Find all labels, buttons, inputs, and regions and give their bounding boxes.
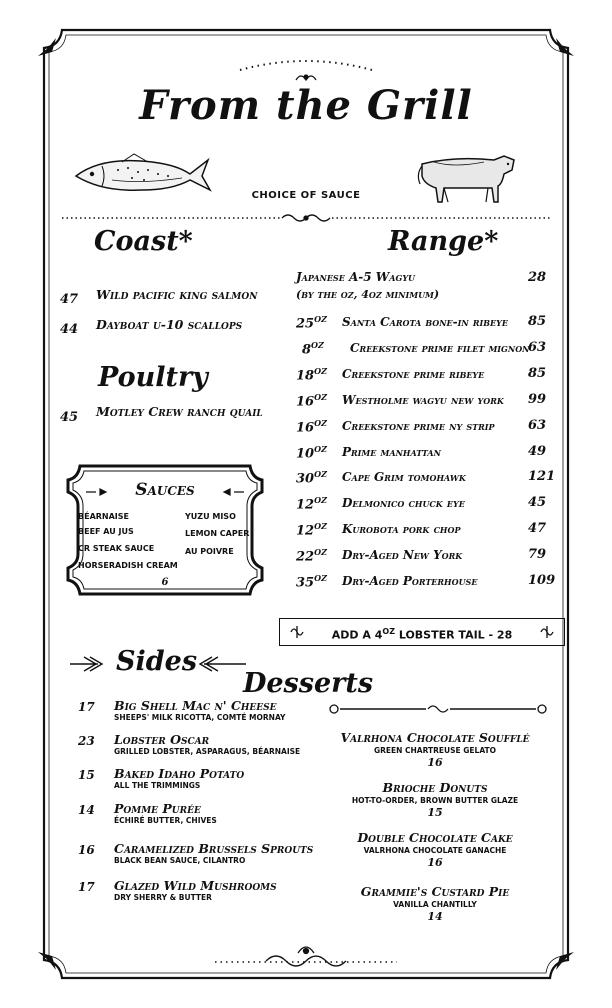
sauces-price: 6 xyxy=(161,577,169,588)
item-price: 45 xyxy=(60,410,79,425)
item-weight-number: 22 xyxy=(296,549,315,565)
desserts-heading: Desserts xyxy=(242,668,374,699)
item-weight xyxy=(296,418,327,435)
range-item xyxy=(296,469,558,489)
range-item xyxy=(296,573,558,593)
dessert-desc: VALRHONA CHOCOLATE GANACHE xyxy=(363,846,507,855)
item-weight-unit: OZ xyxy=(314,392,327,402)
lobster-addon xyxy=(279,618,565,646)
item-price: 47 xyxy=(528,521,547,536)
item-price: 45 xyxy=(528,495,547,510)
item-weight-unit: OZ xyxy=(314,521,327,531)
item-price: 49 xyxy=(528,444,547,459)
sauce-item: BÉARNAISE xyxy=(78,512,130,521)
range-item xyxy=(296,340,558,360)
item-price: 63 xyxy=(528,340,547,355)
dessert-name: Grammie's Custard Pie xyxy=(360,884,510,899)
item-weight xyxy=(296,469,327,486)
item-name: Creekstone prime filet mignon xyxy=(350,341,530,355)
sauce-note: CHOICE OF SAUCE xyxy=(251,190,361,201)
item-weight-number: 30 xyxy=(296,471,315,487)
coast-item xyxy=(60,288,78,307)
item-name: Creekstone prime ny strip xyxy=(342,419,495,433)
side-name: Pomme Purée xyxy=(114,801,201,816)
side-price: 17 xyxy=(78,700,95,714)
item-name: Santa Carota bone-in ribeye xyxy=(342,315,508,329)
item-price: 47 xyxy=(60,292,79,307)
item-weight xyxy=(296,521,327,538)
item-weight-unit: OZ xyxy=(314,495,327,505)
dessert-desc: VANILLA CHANTILLY xyxy=(393,900,477,909)
item-price: 99 xyxy=(528,392,547,407)
sauces-panel xyxy=(62,462,268,598)
item-price: 79 xyxy=(528,547,547,562)
item-name: Dry-Aged Porterhouse xyxy=(342,574,478,588)
item-weight xyxy=(296,444,327,461)
item-name: Dayboat u-10 scallops xyxy=(96,317,243,332)
range-item xyxy=(296,392,558,412)
side-name: Caramelized Brussels Sprouts xyxy=(114,841,314,856)
scroll-ornament-icon xyxy=(288,623,306,641)
item-name: Delmonico chuck eye xyxy=(342,496,465,510)
side-desc: ALL THE TRIMMINGS xyxy=(114,781,201,790)
side-price: 17 xyxy=(78,880,95,894)
item-weight xyxy=(302,340,324,357)
coast-heading: Coast* xyxy=(94,226,193,257)
dessert-price: 15 xyxy=(427,806,443,819)
range-item xyxy=(296,495,558,515)
side-desc: SHEEPS' MILK RICOTTA, COMTÉ MORNAY xyxy=(114,713,286,722)
side-name: Lobster Oscar xyxy=(114,732,210,747)
dessert-desc: GREEN CHARTREUSE GELATO xyxy=(373,746,497,755)
item-weight-unit: OZ xyxy=(314,366,327,376)
scroll-ornament-icon xyxy=(538,623,556,641)
item-weight-unit: OZ xyxy=(314,547,327,557)
desserts-divider xyxy=(326,702,550,716)
sauces-heading: Sauces xyxy=(135,480,195,500)
side-desc: DRY SHERRY & BUTTER xyxy=(114,893,212,902)
range-item xyxy=(296,418,558,438)
range-item xyxy=(296,314,558,334)
range-item xyxy=(296,444,558,464)
item-price: 85 xyxy=(528,366,547,381)
item-weight-unit: OZ xyxy=(314,573,327,583)
wagyu-note: (by the oz, 4oz minimum) xyxy=(296,288,440,301)
side-price: 15 xyxy=(78,768,95,782)
item-weight-number: 16 xyxy=(296,420,315,436)
dessert-item xyxy=(320,884,550,923)
item-weight-unit: OZ xyxy=(314,418,327,428)
dessert-item xyxy=(320,730,550,769)
item-weight xyxy=(296,392,327,409)
dessert-item xyxy=(320,780,550,819)
item-weight-number: 12 xyxy=(296,497,315,513)
item-weight-number: 16 xyxy=(296,394,315,410)
item-weight-unit: OZ xyxy=(314,314,327,324)
item-weight-number: 25 xyxy=(296,316,315,332)
item-name: Motley Crew ranch quail xyxy=(96,404,263,419)
item-weight-number: 35 xyxy=(296,575,315,591)
range-heading: Range* xyxy=(388,226,499,257)
dessert-price: 16 xyxy=(427,756,443,769)
sauce-item: HORSERADISH CREAM xyxy=(78,561,178,570)
item-weight xyxy=(296,495,327,512)
sauce-item: LEMON CAPER xyxy=(185,529,250,538)
poultry-item xyxy=(60,406,78,425)
range-item xyxy=(296,366,558,386)
side-name: Glazed Wild Mushrooms xyxy=(114,878,277,893)
item-name: Dry-Aged New York xyxy=(342,548,463,562)
page-title: From the Grill xyxy=(139,82,473,129)
desserts-heading-wrap xyxy=(0,668,612,699)
side-name: Big Shell Mac n' Cheese xyxy=(114,698,277,713)
dessert-desc: HOT-TO-ORDER, BROWN BUTTER GLAZE xyxy=(351,796,519,805)
sauce-item: YUZU MISO xyxy=(185,512,236,521)
dessert-price: 14 xyxy=(427,910,443,923)
side-price: 14 xyxy=(78,803,95,817)
item-weight xyxy=(296,547,327,564)
item-price: 121 xyxy=(528,469,556,484)
item-weight-number: 8 xyxy=(302,342,312,358)
item-weight-number: 12 xyxy=(296,523,315,539)
item-price: 109 xyxy=(528,573,556,588)
item-price: 63 xyxy=(528,418,547,433)
item-weight xyxy=(296,573,327,590)
lobster-pre: ADD A 4 xyxy=(331,628,383,642)
item-weight-unit: OZ xyxy=(314,469,327,479)
side-price: 23 xyxy=(78,734,95,748)
item-price: 44 xyxy=(60,322,79,337)
dessert-name: Brioche Donuts xyxy=(382,780,488,795)
poultry-heading: Poultry xyxy=(98,362,208,393)
wagyu-name: Japanese A-5 Wagyu xyxy=(296,270,416,284)
item-weight xyxy=(296,314,327,331)
wagyu-price: 28 xyxy=(528,270,547,285)
lobster-oz: OZ xyxy=(382,627,395,636)
lobster-post: LOBSTER TAIL - 28 xyxy=(395,628,513,642)
item-weight xyxy=(296,366,327,383)
range-item xyxy=(296,547,558,567)
item-name: Creekstone prime ribeye xyxy=(342,367,485,381)
side-desc: ÉCHIRÉ BUTTER, CHIVES xyxy=(114,816,217,825)
sides-heading: Sides xyxy=(116,646,198,677)
dessert-item xyxy=(320,830,550,869)
item-weight-number: 18 xyxy=(296,368,315,384)
range-item xyxy=(296,521,558,541)
sauce-item: CR STEAK SAUCE xyxy=(78,544,155,553)
item-name: Westholme wagyu new york xyxy=(342,393,504,407)
dessert-name: Double Chocolate Cake xyxy=(357,830,513,845)
dessert-name: Valrhona Chocolate Soufflé xyxy=(340,730,530,745)
coast-item xyxy=(60,318,78,337)
side-desc: GRILLED LOBSTER, ASPARAGUS, BÉARNAISE xyxy=(114,747,301,756)
item-weight-unit: OZ xyxy=(311,340,324,350)
item-name: Cape Grim tomohawk xyxy=(342,470,466,484)
side-name: Baked Idaho Potato xyxy=(114,766,245,781)
item-name: Kurobota pork chop xyxy=(342,522,461,536)
item-weight-unit: OZ xyxy=(314,444,327,454)
sauce-item: BEEF AU JUS xyxy=(78,527,134,536)
item-name: Wild pacific king salmon xyxy=(96,287,258,302)
item-weight-number: 10 xyxy=(296,446,315,462)
side-desc: BLACK BEAN SAUCE, CILANTRO xyxy=(114,856,246,865)
item-name: Prime manhattan xyxy=(342,445,441,459)
sauce-item: AU POIVRE xyxy=(185,547,234,556)
dessert-price: 16 xyxy=(427,856,443,869)
item-price: 85 xyxy=(528,314,547,329)
side-price: 16 xyxy=(78,843,95,857)
